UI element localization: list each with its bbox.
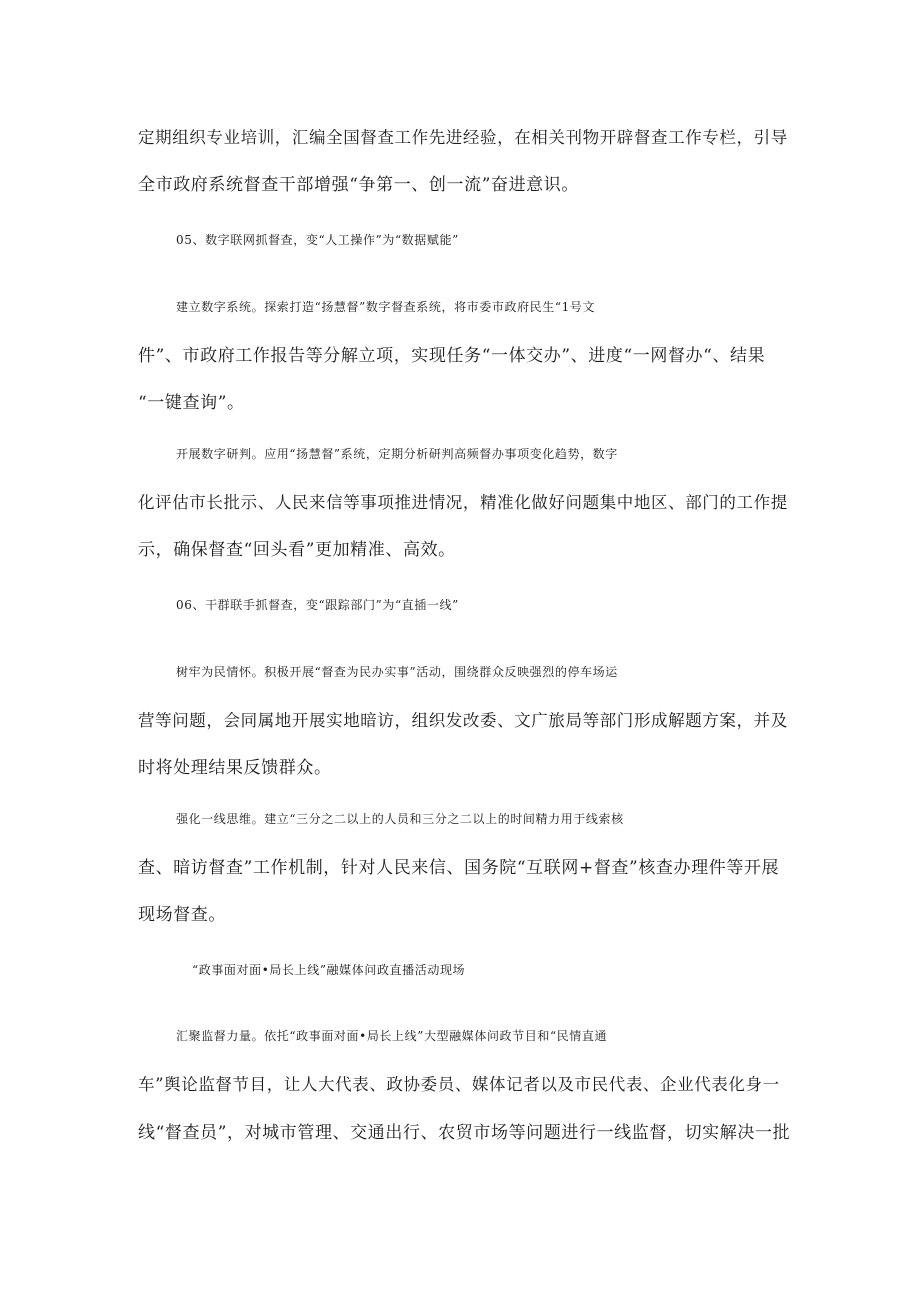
text-line: 示，确保督查“回头看”更加精准、高效。 [138, 540, 456, 560]
text-line: 车”舆论监督节目，让人大代表、政协委员、媒体记者以及市民代表、企业代表化身一 [138, 1075, 780, 1094]
text-line: 营等问题，会同属地开展实地暗访，组织发改委、文广旅局等部门形成解题方案，并及 [138, 711, 788, 730]
text-line: 件”、市政府工作报告等分解立项，实现任务“一体交办”、进度“一网督办“、结果 [138, 346, 766, 366]
text-line: 化评估市长批示、人民来信等事项推进情况，精准化做好问题集中地区、部门的工作提 [138, 493, 788, 512]
text-line: 查、暗访督查”工作机制，针对人民来信、国务院“互联网+督查”核查办理件等开展 [138, 858, 780, 878]
section-heading-05: 05、数字联网抓督查，变“人工操作”为“数据赋能” [176, 233, 459, 247]
text-line: 线“督查员”，对城市管理、交通出行、农贸市场等问题进行一线监督，切实解决一批 [138, 1123, 791, 1143]
text-line: 定期组织专业培训，汇编全国督查工作先进经验，在相关刊物开辟督查工作专栏，引导 [138, 128, 788, 147]
text-line: 全市政府系统督查干部增强“争第一、创一流”奋进意识。 [138, 175, 579, 195]
text-line: “一键查询”。 [138, 393, 245, 413]
text-line: 开展数字研判。应用“扬慧督”系统，定期分析研判高频督办事项变化趋势，数字 [176, 447, 618, 461]
text-line: 建立数字系统。探索打造“扬慧督”数字督查系统，将市委市政府民生“1号文 [176, 300, 596, 314]
section-heading-06: 06、干群联手抓督查，变“跟踪部门”为“直插一线” [176, 598, 459, 612]
text-line: 时将处理结果反馈群众。 [138, 758, 332, 778]
text-line: 树牢为民情怀。积极开展“督查为民办实事”活动，围绕群众反映强烈的停车场运 [176, 665, 618, 679]
image-caption: “政事面对面•局长上线”融媒体问政直播活动现场 [192, 963, 466, 977]
text-line: 强化一线思维。建立“三分之二以上的人员和三分之二以上的时间精力用于线索核 [176, 812, 624, 826]
text-line: 现场督查。 [138, 905, 226, 925]
text-line: 汇聚监督力量。依托“政事面对面•局长上线”大型融媒体问政节目和“民情直通 [176, 1029, 608, 1043]
